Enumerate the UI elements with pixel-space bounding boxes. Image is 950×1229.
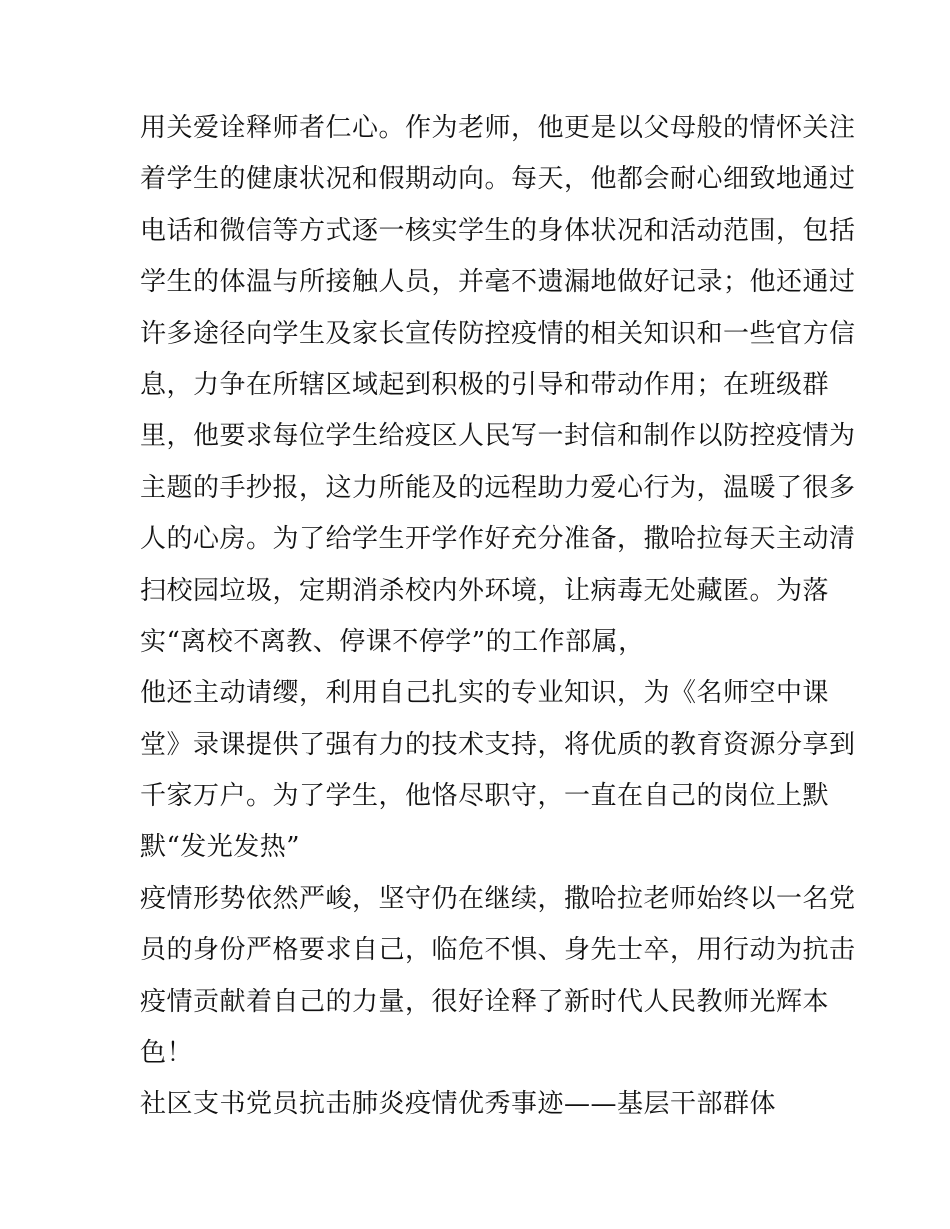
text-line: 疫情贡献着自己的力量，很好诠释了新时代人民教师光辉本 <box>140 986 830 1017</box>
text-line: 员的身份严格要求自己，临危不惧、身先士卒，用行动为抗击 <box>140 935 856 966</box>
text-line: 电话和微信等方式逐一核实学生的身体状况和活动范围，包括 <box>140 215 856 246</box>
text-line: 堂》录课提供了强有力的技术支持，将优质的教育资源分享到 <box>140 729 856 760</box>
text-line: 用关爱诠释师者仁心。作为老师，他更是以父母般的情怀关注 <box>140 113 856 143</box>
text-line: 实“离校不离教、停课不停学”的工作部属， <box>140 626 645 657</box>
text-line: 人的心房。为了给学生开学作好充分准备，撒哈拉每天主动清 <box>140 524 856 555</box>
text-line: 学生的体温与所接触人员，并毫不遗漏地做好记录；他还通过 <box>140 267 856 298</box>
text-line: 着学生的健康状况和假期动向。每天，他都会耐心细致地通过 <box>140 164 856 195</box>
text-line: 他还主动请缨，利用自己扎实的专业知识，为《名师空中课 <box>140 678 830 709</box>
section-heading: 社区支书党员抗击肺炎疫情优秀事迹——基层干部群体 <box>140 1089 777 1120</box>
text-line: 扫校园垃圾，定期消杀校内外环境，让病毒无处藏匿。为落 <box>140 575 830 606</box>
text-line: 主题的手抄报，这力所能及的远程助力爱心行为，温暖了很多 <box>140 472 856 503</box>
text-line: 色！ <box>140 1038 194 1069</box>
text-line: 里，他要求每位学生给疫区人民写一封信和制作以防控疫情为 <box>140 421 856 452</box>
text-line: 许多途径向学生及家长宣传防控疫情的相关知识和一些官方信 <box>140 318 856 349</box>
body-text <box>140 103 856 1131</box>
text-line: 息，力争在所辖区域起到积极的引导和带动作用；在班级群 <box>140 369 830 400</box>
text-line: 默“发光发热” <box>140 832 301 863</box>
text-line: 疫情形势依然严峻，坚守仍在继续，撒哈拉老师始终以一名党 <box>140 883 856 914</box>
text-line: 千家万户。为了学生，他恪尽职守，一直在自己的岗位上默 <box>140 781 830 812</box>
